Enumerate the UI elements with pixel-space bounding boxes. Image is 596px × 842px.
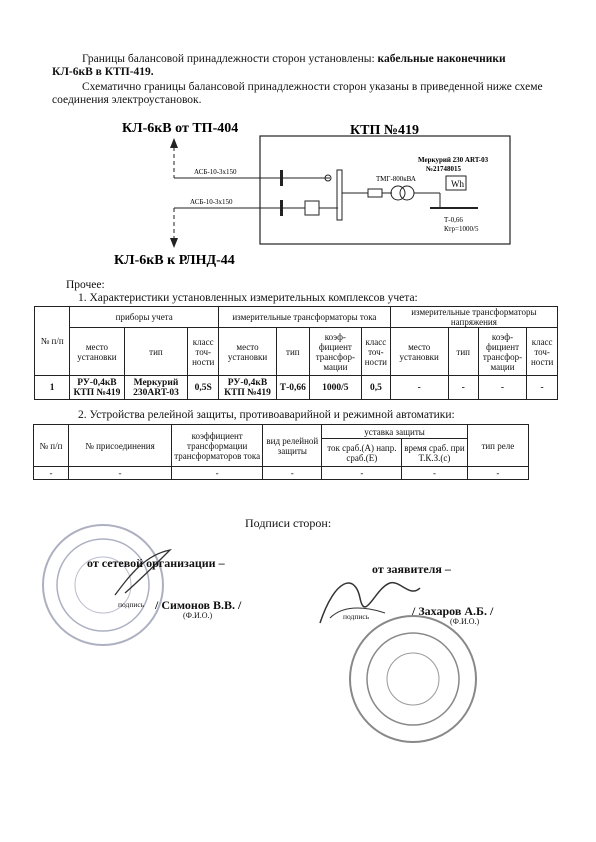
cell: 0,5S: [188, 376, 219, 400]
ct-type-label: Т-0,66: [444, 216, 463, 224]
cell: -: [448, 376, 478, 400]
h-class-ct: класс точ-ности: [362, 328, 391, 376]
fio-caption-1: (Ф.И.О.): [183, 611, 213, 620]
cable-label-1: АСБ-10-3х150: [194, 168, 237, 176]
group-meters: приборы учета: [70, 307, 219, 328]
h-place-vt: место установки: [390, 328, 448, 376]
fuse-box: [305, 201, 319, 215]
cell: -: [34, 467, 69, 480]
signature-network-org: [110, 545, 180, 600]
cable-end-1: [280, 170, 283, 186]
signature-caption-2: подпись: [343, 612, 370, 621]
meter-model: Меркурий 230 ART-03: [418, 156, 489, 164]
h-type: тип: [124, 328, 188, 376]
signature-applicant: [315, 568, 425, 628]
busbar-6kv: [337, 170, 342, 220]
meter-number: №21748015: [426, 165, 462, 173]
h-class-vt: класс точ-ности: [527, 328, 558, 376]
h-coef-vt: коэф-фициент трансфор-мации: [478, 328, 527, 376]
ktp-title: КТП №419: [350, 123, 419, 138]
cable-end-2: [280, 200, 283, 216]
cell: РУ-0,4кВ КТП №419: [70, 376, 124, 400]
fio-caption-2: (Ф.И.О.): [450, 617, 480, 626]
intro-text: Границы балансовой принадлежности сторон установлены:: [82, 53, 378, 65]
col-relay: тип реле: [467, 425, 528, 467]
cell: Т-0,66: [276, 376, 309, 400]
signature-caption-1: подпись: [118, 600, 145, 609]
connection-schematic: [100, 118, 520, 273]
col-setting: уставка защиты: [322, 425, 467, 439]
relay-table: [33, 424, 529, 480]
label-to-rlnd44: КЛ-6кВ к РЛНД-44: [114, 253, 235, 268]
intro-bold-2: КЛ-6кВ в КТП-419.: [52, 66, 154, 78]
h-coef-ct: коэф-фициент трансфор-мации: [309, 328, 361, 376]
col-conn: № присоединения: [68, 425, 171, 467]
cell: -: [322, 467, 402, 480]
cell: -: [263, 467, 322, 480]
h-place-ct: место установки: [219, 328, 277, 376]
h-type-ct: тип: [276, 328, 309, 376]
col-time: время сраб. при Т.К.З.(с): [402, 439, 467, 467]
fuse-hv: [368, 189, 382, 197]
cable-label-2: АСБ-10-3х150: [190, 198, 233, 206]
label-from-tp404: КЛ-6кВ от ТП-404: [122, 121, 239, 136]
org2-label: от заявителя –: [372, 562, 451, 576]
cell: -: [527, 376, 558, 400]
signer-name-1: / Симонов В.В. /: [155, 598, 242, 612]
section1-title: 1. Характеристики установленных измерительных комплексов учета:: [78, 292, 418, 304]
table-row: [35, 376, 558, 400]
ct-ratio-label: Ктр=1000/5: [444, 225, 479, 233]
signer-name-2: / Захаров А.Б. /: [412, 604, 494, 618]
cell: -: [68, 467, 171, 480]
intro-paragraph: Схематично границы балансовой принадлежности сторон указаны в приведенной ниже схеме соединения электроустановок.: [52, 81, 543, 106]
cell: Меркурий 230ART-03: [124, 376, 188, 400]
group-vt: измерительные трансформаторы напряжения: [390, 307, 557, 328]
cell: -: [478, 376, 527, 400]
col-num: № п/п: [35, 307, 70, 376]
meter-symbol: Wh: [451, 179, 464, 189]
stamp-applicant: [343, 612, 483, 747]
transformer-label: ТМГ-800кВА: [376, 175, 416, 183]
col-type: вид релейной защиты: [263, 425, 322, 467]
metering-table: [34, 306, 558, 400]
arrow-down-icon: [170, 238, 178, 248]
cell: 1: [35, 376, 70, 400]
signatures-title: Подписи сторон:: [245, 516, 332, 530]
intro-bold: кабельные наконечники: [377, 53, 506, 65]
cell: 1000/5: [309, 376, 361, 400]
other-label: Прочее:: [66, 279, 105, 291]
col-coef: коэффициент трансформации трансформаторов тока: [172, 425, 263, 467]
col-current: ток сраб.(А) напр. сраб.(Е): [322, 439, 402, 467]
section2-title: 2. Устройства релейной защиты, противоаварийной и режимной автоматики:: [78, 409, 455, 421]
h-place: место установки: [70, 328, 124, 376]
cell: -: [172, 467, 263, 480]
transformer-coil-2: [400, 186, 414, 200]
cell: РУ-0,4кВ КТП №419: [219, 376, 277, 400]
arrow-up-icon: [170, 138, 178, 148]
intro-line: [52, 53, 552, 79]
h-type-vt: тип: [448, 328, 478, 376]
cell: -: [467, 467, 528, 480]
col-num: № п/п: [34, 425, 69, 467]
transformer-coil-1: [391, 186, 405, 200]
h-class: класс точ-ности: [188, 328, 219, 376]
cell: -: [402, 467, 467, 480]
table-row: [34, 467, 529, 480]
group-ct: измерительные трансформаторы тока: [219, 307, 391, 328]
cell: -: [390, 376, 448, 400]
cell: 0,5: [362, 376, 391, 400]
org1-label: от сетевой организации –: [87, 556, 225, 570]
